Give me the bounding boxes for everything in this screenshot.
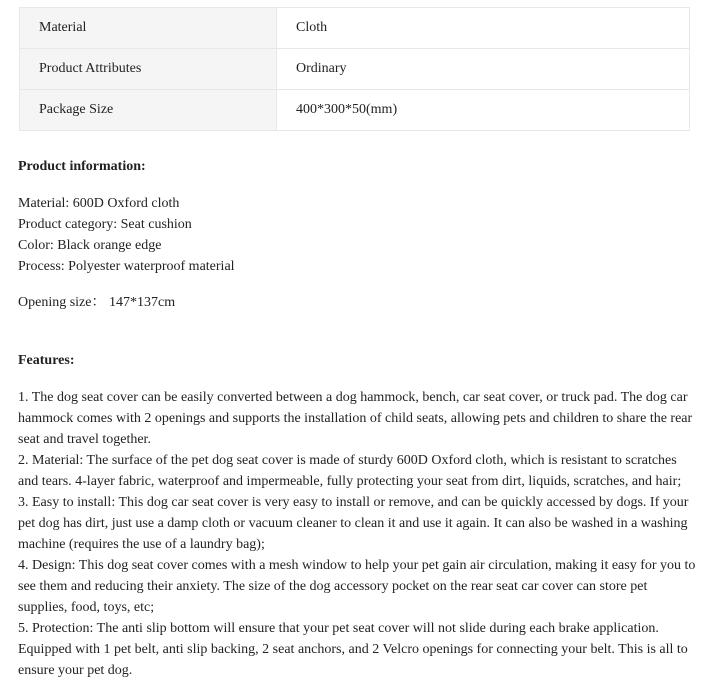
- product-info-heading: Product information:: [18, 159, 146, 174]
- spec-table: [19, 7, 690, 131]
- spec-label: Package Size: [20, 90, 277, 131]
- product-info-line: Product category: Seat cushion: [18, 217, 192, 232]
- opening-size: Opening size： 147*137cm: [18, 295, 176, 310]
- spec-value: Cloth: [277, 8, 690, 49]
- feature-item: 3. Easy to install: This dog car seat cover is very easy to install or remove, and can be quickly accessed by dogs. If your pet dog has dirt, just use a damp cloth or vacuum cleaner to clean it and use it again. It can also be washed in a washing machine (requires the use of a laundry bag);: [18, 495, 689, 552]
- table-row: [20, 8, 690, 49]
- feature-item: 1. The dog seat cover can be easily converted between a dog hammock, bench, car seat cover, or truck pad. The dog car hammock comes with 2 openings and supports the installation of child seats, allowing pets and children to share the rear seat and travel together.: [18, 390, 693, 447]
- feature-item: 2. Material: The surface of the pet dog seat cover is made of sturdy 600D Oxford cloth, which is resistant to scratches and tears. 4-layer fabric, waterproof and impermeable, fully protecting your seat from dirt, liquids, scratches, and hair;: [18, 453, 682, 489]
- table-row: [20, 90, 690, 131]
- feature-item: 4. Design: This dog seat cover comes with a mesh window to help your pet gain air circulation, making it easy for you to see them and reducing their anxiety. The size of the dog accessory pocket on the rear seat car cover can store pet supplies, food, toys, etc;: [18, 558, 696, 615]
- spec-label: Material: [20, 8, 277, 49]
- table-row: [20, 49, 690, 90]
- product-info-line: Color: Black orange edge: [18, 238, 162, 253]
- feature-item: 5. Protection: The anti slip bottom will ensure that your pet seat cover will not slide during each brake application. Equipped with 1 pet belt, anti slip backing, 2 seat anchors, and 2 Velcro openings for connecting your belt. This is all to ensure your pet dog.: [18, 621, 688, 678]
- features-heading: Features:: [18, 353, 75, 368]
- spec-value: Ordinary: [277, 49, 690, 90]
- product-description: [18, 156, 698, 681]
- spec-value: 400*300*50(mm): [277, 90, 690, 131]
- product-info-line: Material: 600D Oxford cloth: [18, 196, 180, 211]
- spec-label: Product Attributes: [20, 49, 277, 90]
- product-info-line: Process: Polyester waterproof material: [18, 259, 235, 274]
